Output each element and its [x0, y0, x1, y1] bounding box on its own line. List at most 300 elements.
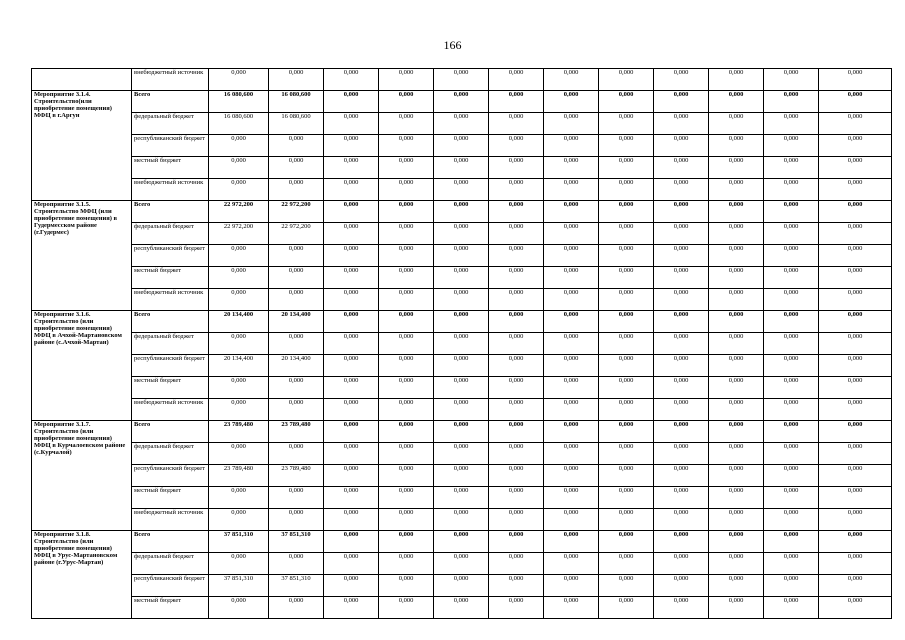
- value-cell: 0,000: [599, 553, 654, 575]
- value-cell: 0,000: [269, 377, 324, 399]
- value-cell: 0,000: [599, 179, 654, 201]
- value-cell: 23 789,480: [269, 421, 324, 443]
- value-cell: 0,000: [269, 245, 324, 267]
- table-row: [32, 377, 892, 399]
- value-cell: 0,000: [324, 267, 379, 289]
- value-cell: 0,000: [599, 267, 654, 289]
- source-label: местный бюджет: [132, 157, 209, 179]
- source-label: республиканский бюджет: [132, 465, 209, 487]
- value-cell: 0,000: [654, 553, 709, 575]
- source-label: Всего: [132, 531, 209, 553]
- table-row: [32, 355, 892, 377]
- value-cell: 0,000: [819, 245, 892, 267]
- value-cell: 0,000: [379, 377, 434, 399]
- value-cell: 0,000: [654, 223, 709, 245]
- value-cell: 0,000: [709, 91, 764, 113]
- table-row: [32, 465, 892, 487]
- value-cell: 0,000: [544, 399, 599, 421]
- value-cell: 0,000: [709, 597, 764, 619]
- source-label: внебюджетный источник: [132, 179, 209, 201]
- table-row: [32, 179, 892, 201]
- table-row: [32, 157, 892, 179]
- value-cell: 0,000: [544, 179, 599, 201]
- value-cell: 0,000: [599, 91, 654, 113]
- value-cell: 0,000: [489, 509, 544, 531]
- table-row: [32, 531, 892, 553]
- value-cell: 0,000: [544, 443, 599, 465]
- table-row: [32, 245, 892, 267]
- value-cell: 0,000: [434, 553, 489, 575]
- value-cell: 0,000: [544, 531, 599, 553]
- value-cell: 0,000: [764, 465, 819, 487]
- value-cell: 0,000: [709, 201, 764, 223]
- value-cell: 0,000: [269, 157, 324, 179]
- value-cell: 0,000: [324, 575, 379, 597]
- event-name: Мероприятие 3.1.5. Строительство МФЦ (или приобретение помещения) в Гудермесском районе (г.Гудермес): [32, 201, 132, 311]
- value-cell: 0,000: [489, 69, 544, 91]
- value-cell: 0,000: [324, 223, 379, 245]
- value-cell: 0,000: [489, 311, 544, 333]
- value-cell: 0,000: [489, 289, 544, 311]
- value-cell: 0,000: [324, 69, 379, 91]
- budget-table: [31, 68, 892, 619]
- source-label: внебюджетный источник: [132, 399, 209, 421]
- value-cell: 0,000: [434, 91, 489, 113]
- value-cell: 0,000: [489, 443, 544, 465]
- value-cell: 0,000: [489, 91, 544, 113]
- value-cell: 0,000: [544, 421, 599, 443]
- value-cell: 16 080,600: [209, 91, 269, 113]
- value-cell: 0,000: [489, 333, 544, 355]
- value-cell: 0,000: [709, 135, 764, 157]
- source-label: республиканский бюджет: [132, 135, 209, 157]
- value-cell: 16 080,600: [269, 91, 324, 113]
- source-label: федеральный бюджет: [132, 223, 209, 245]
- value-cell: 0,000: [819, 509, 892, 531]
- value-cell: 0,000: [209, 157, 269, 179]
- value-cell: 0,000: [379, 91, 434, 113]
- value-cell: 0,000: [764, 355, 819, 377]
- value-cell: 0,000: [489, 135, 544, 157]
- value-cell: 0,000: [764, 135, 819, 157]
- value-cell: 0,000: [489, 377, 544, 399]
- value-cell: 0,000: [819, 113, 892, 135]
- value-cell: 0,000: [544, 355, 599, 377]
- value-cell: 0,000: [489, 267, 544, 289]
- value-cell: 0,000: [269, 399, 324, 421]
- value-cell: 0,000: [434, 179, 489, 201]
- source-label: внебюджетный источник: [132, 289, 209, 311]
- value-cell: 0,000: [599, 355, 654, 377]
- value-cell: 0,000: [544, 223, 599, 245]
- source-label: местный бюджет: [132, 267, 209, 289]
- value-cell: 0,000: [544, 245, 599, 267]
- value-cell: 0,000: [379, 355, 434, 377]
- value-cell: 0,000: [709, 179, 764, 201]
- value-cell: 20 134,400: [209, 311, 269, 333]
- table-row: [32, 421, 892, 443]
- table-row: [32, 575, 892, 597]
- value-cell: 0,000: [709, 399, 764, 421]
- value-cell: 0,000: [209, 399, 269, 421]
- value-cell: 0,000: [379, 113, 434, 135]
- value-cell: 0,000: [434, 465, 489, 487]
- value-cell: 0,000: [599, 421, 654, 443]
- value-cell: 0,000: [269, 509, 324, 531]
- value-cell: 0,000: [379, 69, 434, 91]
- source-label: федеральный бюджет: [132, 553, 209, 575]
- value-cell: 0,000: [709, 509, 764, 531]
- value-cell: 0,000: [434, 333, 489, 355]
- value-cell: 0,000: [269, 553, 324, 575]
- value-cell: 0,000: [764, 179, 819, 201]
- value-cell: 0,000: [209, 597, 269, 619]
- value-cell: 0,000: [434, 509, 489, 531]
- value-cell: 0,000: [819, 311, 892, 333]
- value-cell: 0,000: [654, 597, 709, 619]
- value-cell: 0,000: [709, 575, 764, 597]
- value-cell: 0,000: [379, 443, 434, 465]
- value-cell: 0,000: [709, 443, 764, 465]
- source-label: внебюджетный источник: [132, 69, 209, 91]
- source-label: республиканский бюджет: [132, 245, 209, 267]
- table-row: [32, 399, 892, 421]
- value-cell: 0,000: [434, 597, 489, 619]
- value-cell: 0,000: [209, 509, 269, 531]
- value-cell: 0,000: [819, 135, 892, 157]
- value-cell: 0,000: [764, 531, 819, 553]
- value-cell: 0,000: [324, 355, 379, 377]
- value-cell: 0,000: [379, 245, 434, 267]
- source-label: местный бюджет: [132, 487, 209, 509]
- event-name: Мероприятие 3.1.7. Строительство (или приобретение помещения) МФЦ в Курчалоевском районе (с.Курчалой): [32, 421, 132, 531]
- value-cell: 0,000: [819, 267, 892, 289]
- value-cell: 0,000: [764, 201, 819, 223]
- value-cell: 0,000: [379, 553, 434, 575]
- value-cell: 0,000: [599, 333, 654, 355]
- value-cell: 0,000: [209, 443, 269, 465]
- value-cell: 0,000: [209, 487, 269, 509]
- value-cell: 0,000: [269, 267, 324, 289]
- value-cell: 0,000: [599, 443, 654, 465]
- value-cell: 0,000: [324, 597, 379, 619]
- value-cell: 0,000: [764, 597, 819, 619]
- value-cell: 0,000: [324, 399, 379, 421]
- value-cell: 0,000: [819, 179, 892, 201]
- value-cell: 0,000: [819, 443, 892, 465]
- value-cell: 0,000: [599, 311, 654, 333]
- value-cell: 0,000: [209, 553, 269, 575]
- value-cell: 0,000: [599, 289, 654, 311]
- value-cell: 0,000: [434, 443, 489, 465]
- value-cell: 0,000: [324, 201, 379, 223]
- value-cell: 20 134,400: [209, 355, 269, 377]
- value-cell: 0,000: [379, 399, 434, 421]
- value-cell: 0,000: [654, 575, 709, 597]
- source-label: местный бюджет: [132, 377, 209, 399]
- value-cell: 0,000: [434, 267, 489, 289]
- value-cell: 0,000: [489, 179, 544, 201]
- value-cell: 0,000: [434, 487, 489, 509]
- value-cell: 0,000: [434, 531, 489, 553]
- value-cell: 0,000: [654, 355, 709, 377]
- value-cell: 0,000: [819, 377, 892, 399]
- value-cell: 0,000: [819, 157, 892, 179]
- value-cell: 0,000: [434, 377, 489, 399]
- value-cell: 37 851,310: [269, 531, 324, 553]
- value-cell: 0,000: [379, 509, 434, 531]
- value-cell: 0,000: [379, 201, 434, 223]
- value-cell: 0,000: [819, 333, 892, 355]
- value-cell: 0,000: [209, 135, 269, 157]
- value-cell: 0,000: [209, 245, 269, 267]
- table-row: [32, 267, 892, 289]
- value-cell: 0,000: [599, 245, 654, 267]
- value-cell: 0,000: [544, 597, 599, 619]
- value-cell: 0,000: [489, 531, 544, 553]
- value-cell: 0,000: [709, 113, 764, 135]
- value-cell: 0,000: [709, 157, 764, 179]
- value-cell: 0,000: [654, 157, 709, 179]
- value-cell: 0,000: [544, 333, 599, 355]
- value-cell: 0,000: [379, 267, 434, 289]
- value-cell: 0,000: [544, 311, 599, 333]
- value-cell: 0,000: [489, 223, 544, 245]
- value-cell: 0,000: [764, 333, 819, 355]
- value-cell: 0,000: [269, 443, 324, 465]
- source-label: федеральный бюджет: [132, 333, 209, 355]
- table-row: [32, 201, 892, 223]
- value-cell: 0,000: [819, 91, 892, 113]
- value-cell: 0,000: [324, 553, 379, 575]
- value-cell: 0,000: [599, 531, 654, 553]
- value-cell: 0,000: [544, 289, 599, 311]
- value-cell: 0,000: [324, 245, 379, 267]
- value-cell: 0,000: [544, 509, 599, 531]
- value-cell: 0,000: [544, 575, 599, 597]
- source-label: местный бюджет: [132, 597, 209, 619]
- value-cell: 0,000: [209, 69, 269, 91]
- value-cell: 0,000: [434, 135, 489, 157]
- value-cell: 0,000: [324, 113, 379, 135]
- table-row: [32, 69, 892, 91]
- value-cell: 0,000: [324, 487, 379, 509]
- value-cell: 0,000: [489, 355, 544, 377]
- table-row: [32, 333, 892, 355]
- table-row: [32, 223, 892, 245]
- value-cell: 0,000: [209, 333, 269, 355]
- value-cell: 0,000: [379, 135, 434, 157]
- value-cell: 0,000: [434, 355, 489, 377]
- value-cell: 0,000: [434, 223, 489, 245]
- value-cell: 0,000: [209, 289, 269, 311]
- value-cell: 0,000: [654, 333, 709, 355]
- value-cell: 0,000: [489, 597, 544, 619]
- value-cell: 23 789,480: [209, 421, 269, 443]
- value-cell: 0,000: [819, 201, 892, 223]
- value-cell: 0,000: [324, 179, 379, 201]
- value-cell: 0,000: [324, 443, 379, 465]
- value-cell: 0,000: [599, 157, 654, 179]
- value-cell: 0,000: [709, 245, 764, 267]
- value-cell: 0,000: [654, 509, 709, 531]
- value-cell: 0,000: [709, 421, 764, 443]
- value-cell: 0,000: [434, 289, 489, 311]
- value-cell: 0,000: [654, 443, 709, 465]
- value-cell: 0,000: [764, 113, 819, 135]
- value-cell: 0,000: [599, 113, 654, 135]
- value-cell: 0,000: [324, 531, 379, 553]
- value-cell: 0,000: [434, 311, 489, 333]
- value-cell: 0,000: [654, 289, 709, 311]
- value-cell: 0,000: [324, 465, 379, 487]
- value-cell: 0,000: [324, 333, 379, 355]
- value-cell: 0,000: [654, 267, 709, 289]
- value-cell: 0,000: [709, 69, 764, 91]
- value-cell: 23 789,480: [209, 465, 269, 487]
- event-name: Мероприятие 3.1.6. Строительство (или приобретение помещения) МФЦ в Ачхой-Мартановском районе (с.Ачхой-Мартан): [32, 311, 132, 421]
- value-cell: 0,000: [764, 377, 819, 399]
- value-cell: 0,000: [209, 179, 269, 201]
- value-cell: 0,000: [269, 179, 324, 201]
- value-cell: 0,000: [379, 421, 434, 443]
- value-cell: 0,000: [654, 487, 709, 509]
- value-cell: 22 972,200: [269, 201, 324, 223]
- value-cell: 0,000: [544, 201, 599, 223]
- value-cell: 0,000: [819, 69, 892, 91]
- value-cell: 0,000: [544, 487, 599, 509]
- value-cell: 0,000: [489, 201, 544, 223]
- value-cell: 0,000: [654, 465, 709, 487]
- value-cell: 0,000: [709, 223, 764, 245]
- value-cell: 20 134,400: [269, 311, 324, 333]
- value-cell: 0,000: [654, 113, 709, 135]
- value-cell: 0,000: [379, 575, 434, 597]
- event-cell: [32, 69, 132, 91]
- value-cell: 0,000: [764, 245, 819, 267]
- value-cell: 0,000: [379, 289, 434, 311]
- value-cell: 0,000: [324, 91, 379, 113]
- value-cell: 0,000: [544, 157, 599, 179]
- value-cell: 0,000: [819, 223, 892, 245]
- value-cell: 0,000: [819, 553, 892, 575]
- source-label: Всего: [132, 91, 209, 113]
- value-cell: 0,000: [654, 311, 709, 333]
- value-cell: 0,000: [544, 113, 599, 135]
- value-cell: 0,000: [764, 69, 819, 91]
- value-cell: 0,000: [269, 289, 324, 311]
- value-cell: 0,000: [489, 421, 544, 443]
- value-cell: 0,000: [434, 575, 489, 597]
- table-row: [32, 135, 892, 157]
- value-cell: 0,000: [489, 487, 544, 509]
- table-row: [32, 289, 892, 311]
- value-cell: 0,000: [324, 289, 379, 311]
- source-label: республиканский бюджет: [132, 355, 209, 377]
- value-cell: 0,000: [269, 333, 324, 355]
- value-cell: 0,000: [489, 553, 544, 575]
- value-cell: 0,000: [599, 201, 654, 223]
- value-cell: 0,000: [764, 421, 819, 443]
- value-cell: 0,000: [654, 245, 709, 267]
- value-cell: 0,000: [819, 487, 892, 509]
- value-cell: 0,000: [764, 157, 819, 179]
- value-cell: 0,000: [819, 355, 892, 377]
- value-cell: 0,000: [764, 289, 819, 311]
- value-cell: 0,000: [434, 399, 489, 421]
- value-cell: 0,000: [324, 311, 379, 333]
- value-cell: 0,000: [709, 531, 764, 553]
- value-cell: 0,000: [544, 267, 599, 289]
- value-cell: 20 134,400: [269, 355, 324, 377]
- value-cell: 0,000: [324, 135, 379, 157]
- value-cell: 22 972,200: [209, 223, 269, 245]
- value-cell: 0,000: [599, 509, 654, 531]
- value-cell: 0,000: [599, 465, 654, 487]
- event-name: Мероприятие 3.1.4. Строительство(или приобретение помещения) МФЦ в г.Аргун: [32, 91, 132, 201]
- value-cell: 0,000: [324, 421, 379, 443]
- value-cell: 0,000: [709, 553, 764, 575]
- table-row: [32, 91, 892, 113]
- value-cell: 0,000: [709, 487, 764, 509]
- value-cell: 0,000: [654, 201, 709, 223]
- value-cell: 0,000: [819, 575, 892, 597]
- value-cell: 0,000: [489, 465, 544, 487]
- value-cell: 0,000: [819, 531, 892, 553]
- source-label: внебюджетный источник: [132, 509, 209, 531]
- table-row: [32, 597, 892, 619]
- value-cell: 0,000: [324, 377, 379, 399]
- value-cell: 0,000: [764, 487, 819, 509]
- value-cell: 0,000: [324, 509, 379, 531]
- value-cell: 0,000: [379, 157, 434, 179]
- event-name: Мероприятие 3.1.8. Строительство (или приобретение помещения) МФЦ в Урус-Мартановском районе (г.Урус-Мартан): [32, 531, 132, 619]
- source-label: федеральный бюджет: [132, 113, 209, 135]
- value-cell: 0,000: [709, 465, 764, 487]
- value-cell: 0,000: [544, 377, 599, 399]
- value-cell: 0,000: [379, 487, 434, 509]
- value-cell: 0,000: [379, 597, 434, 619]
- value-cell: 0,000: [709, 333, 764, 355]
- table-row: [32, 443, 892, 465]
- value-cell: 23 789,480: [269, 465, 324, 487]
- value-cell: 0,000: [544, 135, 599, 157]
- value-cell: 0,000: [209, 267, 269, 289]
- value-cell: 0,000: [544, 69, 599, 91]
- value-cell: 37 851,310: [269, 575, 324, 597]
- value-cell: 0,000: [434, 157, 489, 179]
- value-cell: 0,000: [599, 135, 654, 157]
- value-cell: 0,000: [489, 113, 544, 135]
- value-cell: 0,000: [654, 399, 709, 421]
- value-cell: 0,000: [764, 267, 819, 289]
- value-cell: 0,000: [764, 509, 819, 531]
- value-cell: 0,000: [819, 399, 892, 421]
- value-cell: 0,000: [599, 399, 654, 421]
- value-cell: 0,000: [764, 399, 819, 421]
- value-cell: 0,000: [709, 377, 764, 399]
- source-label: республиканский бюджет: [132, 575, 209, 597]
- value-cell: 0,000: [269, 597, 324, 619]
- value-cell: 0,000: [379, 223, 434, 245]
- value-cell: 0,000: [764, 575, 819, 597]
- value-cell: 0,000: [379, 311, 434, 333]
- value-cell: 37 851,310: [209, 575, 269, 597]
- value-cell: 0,000: [709, 289, 764, 311]
- value-cell: 0,000: [489, 157, 544, 179]
- value-cell: 16 080,600: [269, 113, 324, 135]
- value-cell: 0,000: [209, 377, 269, 399]
